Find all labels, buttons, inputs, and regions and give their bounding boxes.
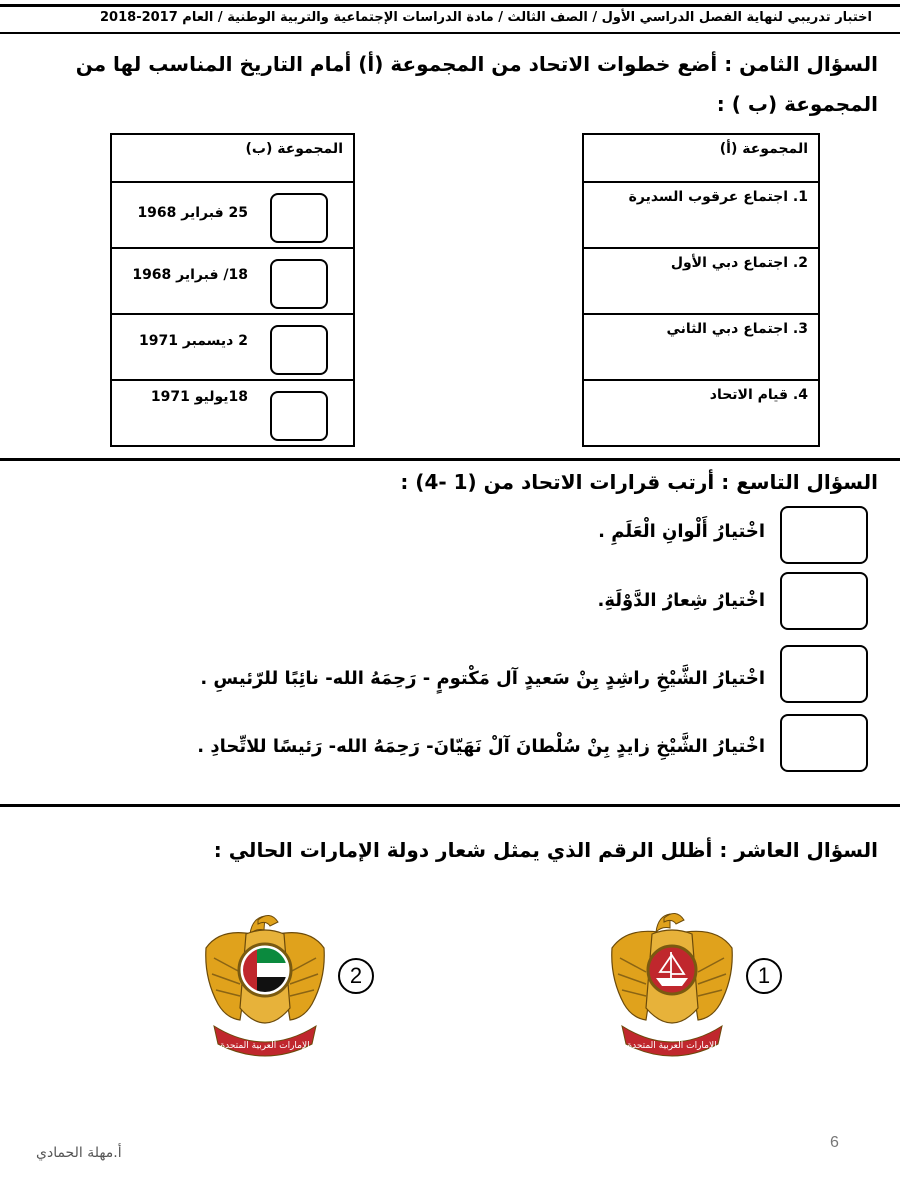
q10-title: السؤال العاشر : أظلل الرقم الذي يمثل شعار دولة الإمارات الحالي : bbox=[213, 838, 878, 862]
q9-item-4: اخْتيارُ الشَّيْخِ زايدٍ بِنْ سُلْطانَ آلْ نَهَيّانَ- رَحِمَهُ الله- رَئيسًا للاتِّحادِ . bbox=[197, 736, 765, 757]
group-a-item-4: 4. قيام الاتحاد bbox=[583, 380, 819, 446]
q8-title-line1: السؤال الثامن : أضع خطوات الاتحاد من المجموعة (أ) أمام التاريخ المناسب لها من bbox=[75, 52, 878, 76]
order-box-4[interactable] bbox=[780, 714, 868, 772]
q9-title: السؤال التاسع : أرتب قرارات الاتحاد من (1 -4) : bbox=[400, 470, 878, 494]
top-rule bbox=[0, 4, 900, 7]
q8-title-line2: المجموعة (ب ) : bbox=[716, 92, 878, 116]
page-number: 6 bbox=[830, 1134, 839, 1151]
footer-author: أ.مهلة الحمادي bbox=[36, 1145, 122, 1161]
group-b-item-4: 18يوليو 1971 bbox=[111, 380, 354, 446]
q9-item-2: اخْتيارُ شِعارُ الدَّوْلَةِ. bbox=[597, 590, 765, 611]
emblem-current-icon bbox=[200, 908, 330, 1068]
group-b-item-3: 2 ديسمبر 1971 bbox=[111, 314, 354, 380]
group-a-item-1: 1. اجتماع عرقوب السديرة bbox=[583, 182, 819, 248]
option-2-circle[interactable]: 2 bbox=[338, 958, 374, 994]
header-rule bbox=[0, 32, 900, 34]
page-header: اختبار تدريبي لنهاية الفصل الدراسي الأول / الصف الثالث / مادة الدراسات الإجتماعية والتربية الوطنية / العام 2017-2018 bbox=[100, 10, 872, 25]
order-box-3[interactable] bbox=[780, 645, 868, 703]
group-b-header: المجموعة (ب) bbox=[111, 134, 354, 182]
q9-item-1: اخْتيارُ أَلْوانِ الْعَلَمِ . bbox=[598, 521, 765, 542]
emblem2-banner-text: الإمارات العربية المتحدة bbox=[220, 1041, 310, 1051]
answer-box-b3[interactable] bbox=[270, 325, 328, 375]
q8-divider bbox=[0, 458, 900, 461]
order-box-2[interactable] bbox=[780, 572, 868, 630]
answer-box-b1[interactable] bbox=[270, 193, 328, 243]
group-a-item-3: 3. اجتماع دبي الثاني bbox=[583, 314, 819, 380]
answer-box-b2[interactable] bbox=[270, 259, 328, 309]
group-a-table bbox=[582, 133, 820, 447]
answer-box-b4[interactable] bbox=[270, 391, 328, 441]
q9-divider bbox=[0, 804, 900, 807]
q9-item-3: اخْتيارُ الشَّيْخِ راشِدٍ بِنْ سَعيدٍ آل مَكْتومٍ - رَحِمَهُ الله- نائِبًا للرّئيسِ . bbox=[200, 668, 765, 689]
order-box-1[interactable] bbox=[780, 506, 868, 564]
emblem1-banner-text: الإمارات العربية المتحدة bbox=[627, 1041, 717, 1051]
group-a-header: المجموعة (أ) bbox=[583, 134, 819, 182]
group-b-item-1: 25 فبراير 1968 bbox=[111, 182, 354, 248]
emblem-old-icon bbox=[608, 908, 736, 1068]
group-b-item-2: 18/ فبراير 1968 bbox=[111, 248, 354, 314]
option-1-circle[interactable]: 1 bbox=[746, 958, 782, 994]
group-a-item-2: 2. اجتماع دبي الأول bbox=[583, 248, 819, 314]
